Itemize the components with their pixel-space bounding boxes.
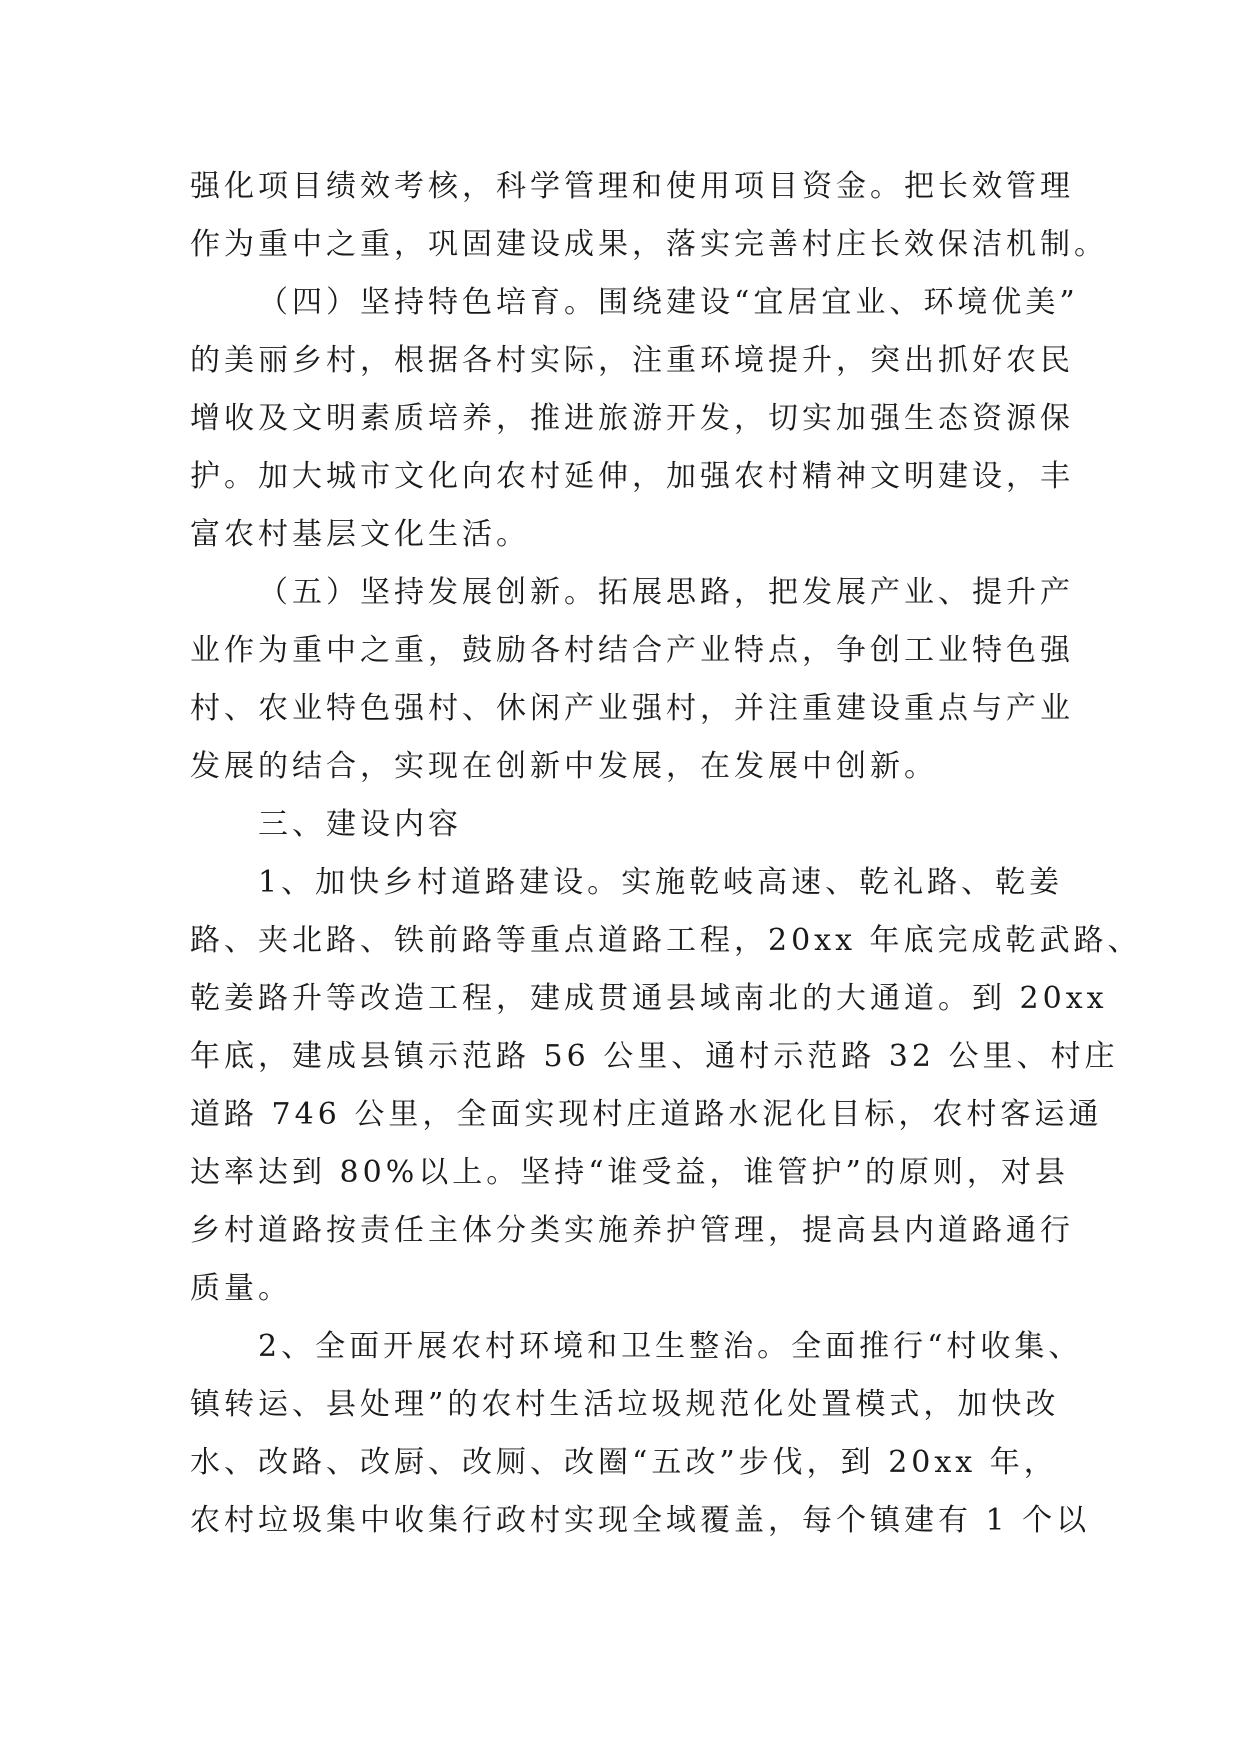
text-line: 乾姜路升等改造工程，建成贯通县域南北的大通道。到 20xx — [190, 981, 1108, 1016]
paragraph-road-construction — [190, 854, 1142, 1318]
text-line: 富农村基层文化生活。 — [190, 517, 530, 552]
text-line: 强化项目绩效考核，科学管理和使用项目资金。把长效管理 — [190, 169, 1074, 204]
paragraph-continuation — [190, 158, 1108, 274]
text-line: 达率达到 80%以上。坚持“谁受益，谁管护”的原则，对县 — [190, 1155, 1069, 1190]
text-line: 水、改路、改厨、改厕、改圈“五改”步伐，到 20xx 年， — [190, 1445, 1058, 1480]
text-line: 2、全面开展农村环境和卫生整治。全面推行“村收集、 — [258, 1329, 1083, 1364]
text-line: 村、农业特色强村、休闲产业强村，并注重建设重点与产业 — [190, 691, 1074, 726]
text-line: 1、加快乡村道路建设。实施乾岐高速、乾礼路、乾姜 — [258, 865, 1064, 900]
text-line: 发展的结合，实现在创新中发展，在发展中创新。 — [190, 749, 938, 784]
section-heading-text: 三、建设内容 — [258, 807, 462, 842]
section-heading — [190, 796, 1050, 854]
text-line: 作为重中之重，巩固建设成果，落实完善村庄长效保洁机制。 — [190, 227, 1108, 262]
document-body — [190, 158, 1142, 1550]
text-line: （五）坚持发展创新。拓展思路，把发展产业、提升产 — [258, 575, 1074, 610]
text-line: 年底，建成县镇示范路 56 公里、通村示范路 32 公里、村庄 — [190, 1039, 1119, 1074]
text-line: 质量。 — [190, 1271, 292, 1306]
text-line: 农村垃圾集中收集行政村实现全域覆盖，每个镇建有 1 个以 — [190, 1503, 1091, 1538]
text-line: 路、夹北路、铁前路等重点道路工程，20xx 年底完成乾武路、 — [190, 923, 1142, 958]
text-line: 增收及文明素质培养，推进旅游开发，切实加强生态资源保 — [190, 401, 1074, 436]
text-line: 的美丽乡村，根据各村实际，注重环境提升，突出抓好农民 — [190, 343, 1074, 378]
paragraph-development-innovation — [190, 564, 1074, 796]
text-line: 护。加大城市文化向农村延伸，加强农村精神文明建设，丰 — [190, 459, 1074, 494]
text-line: 业作为重中之重，鼓励各村结合产业特点，争创工业特色强 — [190, 633, 1074, 668]
text-line: 道路 746 公里，全面实现村庄道路水泥化目标，农村客运通 — [190, 1097, 1103, 1132]
text-line: （四）坚持特色培育。围绕建设“宜居宜业、环境优美” — [258, 285, 1079, 320]
text-line: 镇转运、县处理”的农村生活垃圾规范化处置模式，加快改 — [190, 1387, 1060, 1422]
paragraph-environment-sanitation — [190, 1318, 1091, 1550]
text-line: 乡村道路按责任主体分类实施养护管理，提高县内道路通行 — [190, 1213, 1074, 1248]
paragraph-feature-cultivation — [190, 274, 1079, 564]
